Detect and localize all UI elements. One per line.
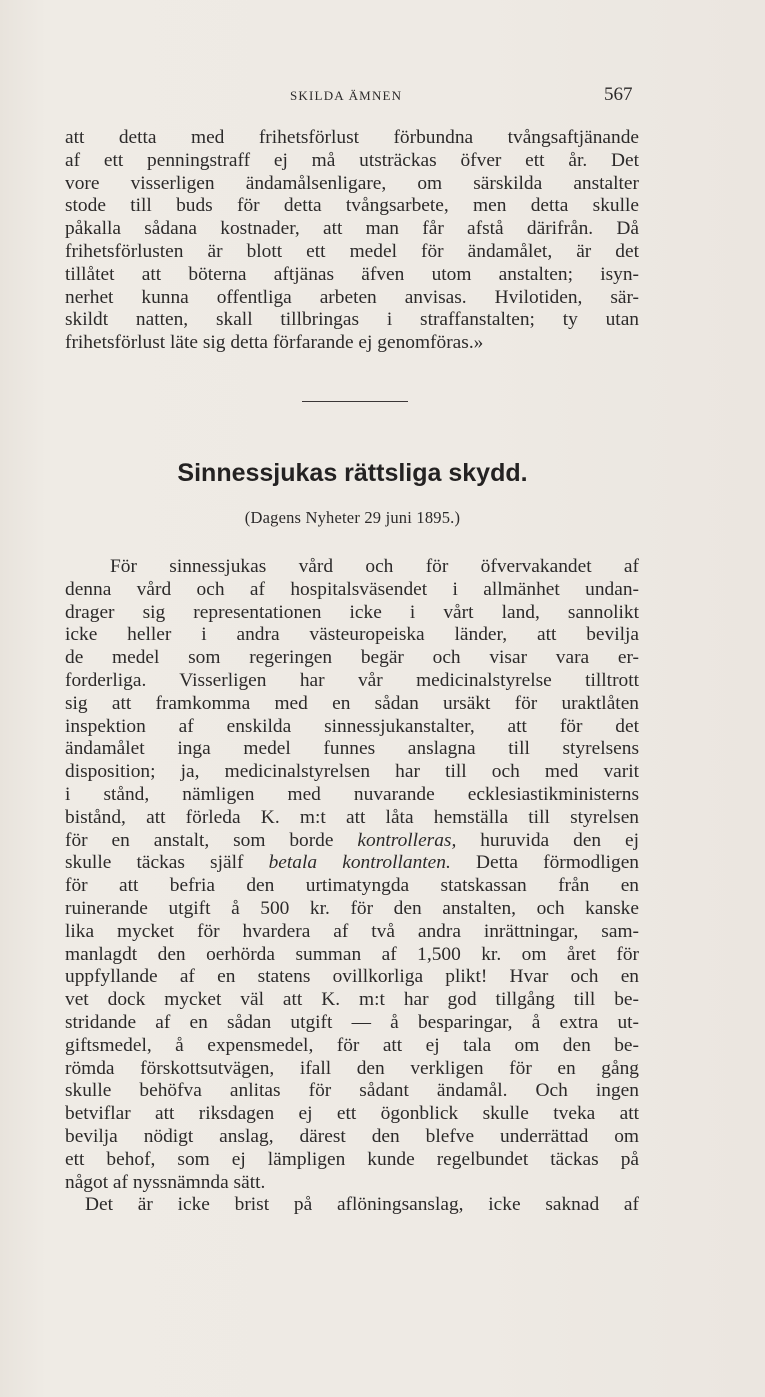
page-number: 567 (604, 84, 633, 105)
text-line-with-italic (65, 852, 639, 875)
text-line: de medel som regeringen begär och visar vara er- (65, 647, 639, 669)
text-line: betviflar att riksdagen ej ett ögonblick skulle tveka att (65, 1103, 639, 1125)
text-line: bistånd, att förleda K. m:t att låta hemställa till styrelsen (65, 806, 639, 828)
text-segment: Detta förmodligen (476, 852, 639, 874)
article-source: (Dagens Nyheter 29 juni 1895.) (244, 508, 461, 527)
text-line: drager sig representationen icke i vårt land, sannolikt (65, 601, 639, 623)
text-line: ruinerande utgift å 500 kr. för den anstalten, och kanske (65, 897, 639, 919)
text-line-with-italic (65, 830, 639, 853)
text-line: för att befria den urtimatyngda statskassan från en (65, 875, 639, 897)
italic-text: betala kontrollanten. (268, 852, 451, 874)
text-line: i stånd, nämligen med nuvarande ecklesiastikministerns (65, 783, 639, 805)
text-line: påkalla sådana kostnader, att man får afstå därifrån. Då (65, 218, 639, 240)
text-line: ett behof, som ej lämpligen kunde regelbundet täckas på (65, 1148, 639, 1170)
text-line: För sinnessjukas vård och för öfvervakandet af (110, 556, 639, 577)
running-head: SKILDA ÄMNEN (290, 88, 403, 103)
continued-paragraph (65, 127, 639, 355)
text-line: tillåtet att böterna aftjänas äfven utom anstalten; isyn- (65, 263, 639, 285)
text-line: bevilja nödigt anslag, därest den blefve underrättad om (65, 1125, 639, 1147)
text-line: römda förskottsutvägen, ifall den verkligen för en gång (65, 1057, 639, 1079)
text-line: af ett penningstraff ej må utsträckas öfver ett år. Det (65, 149, 639, 171)
text-line: lika mycket för hvardera af två andra inrättningar, sam- (65, 920, 639, 942)
text-line: att detta med frihetsförlust förbundna tvångsaftjänande (65, 127, 639, 148)
article-title: Sinnessjukas rättsliga skydd. (177, 459, 528, 487)
italic-text: kontrolleras, (357, 829, 457, 851)
article-body (65, 556, 639, 1217)
text-line: skildt natten, skall tillbringas i straffanstalten; ty utan (65, 309, 639, 331)
text-line: disposition; ja, medicinalstyrelsen har till och med varit (65, 761, 639, 783)
text-segment: skulle täckas själf (65, 852, 244, 874)
text-line: nerhet kunna offentliga arbeten anvisas. Hvilotiden, sär- (65, 286, 639, 308)
text-line: Det är icke brist på aflöningsanslag, icke saknad af (85, 1194, 639, 1216)
text-line: något af nyssnämnda sätt. (65, 1171, 266, 1193)
text-line: icke heller i andra västeuropeiska länder, att bevilja (65, 624, 639, 646)
text-line: stridande af en sådan utgift — å besparingar, å extra ut- (65, 1011, 639, 1033)
text-line: denna vård och af hospitalsväsendet i allmänhet undan- (65, 578, 639, 600)
text-line: vet dock mycket väl att K. m:t har god tillgång till be- (65, 989, 639, 1011)
text-line: vore visserligen ändamålsenligare, om särskilda anstalter (65, 172, 639, 194)
text-line: ändamålet inga medel funnes anslagna till styrelsens (65, 738, 639, 760)
text-segment: för en anstalt, som borde (65, 829, 334, 851)
text-line: giftsmedel, å expensmedel, för att ej tala om den be- (65, 1034, 639, 1056)
text-line: frihetsförlust läte sig detta förfarande ej genomföras.» (65, 332, 484, 354)
text-line: skulle behöfva anlitas för sådant ändamål. Och ingen (65, 1080, 639, 1102)
text-line: inspektion af enskilda sinnessjukanstalter, att för det (65, 715, 639, 737)
text-line: frihetsförlusten är blott ett medel för ändamålet, är det (65, 240, 639, 262)
section-divider (302, 401, 408, 402)
text-line: uppfyllande af en statens ovillkorliga plikt! Hvar och en (65, 966, 639, 988)
text-segment: huruvida den ej (480, 829, 639, 851)
text-line: stode till buds för detta tvångsarbete, men detta skulle (65, 195, 639, 217)
text-line: manlagdt den oerhörda summan af 1,500 kr. om året för (65, 943, 639, 965)
text-line: sig att framkomma med en sådan ursäkt för uraktlåten (65, 692, 639, 714)
text-line: forderliga. Visserligen har vår medicinalstyrelse tilltrott (65, 669, 639, 691)
